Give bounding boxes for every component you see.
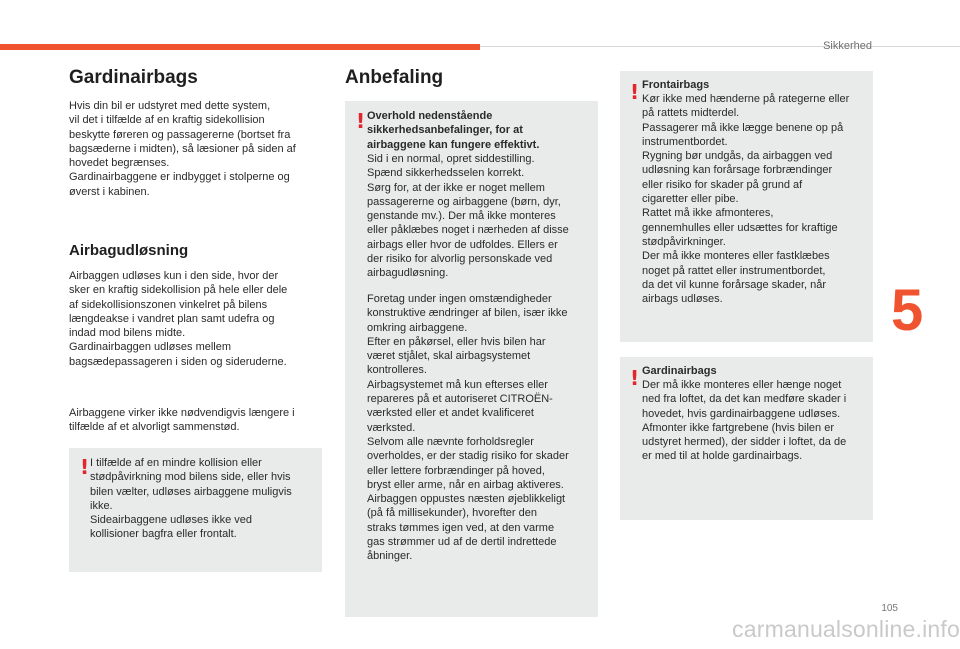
- recommendation-lead: Overhold nedenstående sikkerhedsanbefalinger, for at airbaggene kan fungere effektivt.: [367, 110, 540, 151]
- watermark: carmanualsonline.info: [732, 616, 960, 642]
- effect-paragraph: Airbaggene virker ikke nødvendigvis længere i tilfælde af et alvorligt sammenstød.: [69, 407, 295, 434]
- section-label: Sikkerhed: [823, 40, 872, 52]
- warning-text: I tilfælde af en mindre kollision eller stødpåvirkning mod bilens side, eller hvis bilen vælter, udløses airbaggene muligvis ikke. Sideairbaggene udløses ikke ved kollisioner bagfra eller frontalt.: [90, 457, 292, 541]
- exclamation-icon: !: [630, 366, 640, 390]
- warning-box-recommendations: [345, 101, 598, 617]
- recommendation-para-1: Sid i en normal, opret siddestilling. Spænd sikkerhedsselen korrekt. Sørg for, at der ikke er noget mellem passagererne og airbaggene (børn, dyr, genstande mv.). Der må ikke monteres eller påklæbes noget i nærheden af disse airbags eller hvor de udfoldes. Ellers er der risiko for alvorlig personskade ved airbagudløsning.: [367, 153, 569, 280]
- warning-box-curtain-airbags: [620, 357, 873, 520]
- header-divider: [480, 46, 960, 47]
- curtain-airbags-text: Der må ikke monteres eller hænge noget ned fra loftet, da det kan medføre skader i hovedet, hvis gardinairbaggene udløses. Afmonter ikke fartgrebene (hvis bilen er udstyret hermed), der sidder i loftet, da de er med til at holde gardinairbags.: [642, 379, 847, 463]
- exclamation-icon: !: [356, 109, 366, 133]
- accent-bar: [0, 44, 480, 50]
- front-airbags-text: Kør ikke med hænderne på rategerne eller på rattets midterdel. Passagerer må ikke lægge benene op på instrumentbordet. Rygning bør undgås, da airbaggen ved udløsning kan forårsage forbrændinger eller risiko for skader på grund af cigaretter eller pibe. Rattet må ikke afmonteres, gennemhulles eller udsættes for kraftige stødpåvirkninger. Der må ikke monteres eller fastklæbes noget på rattet eller instrumentbordet, da det vil kunne forårsage skader, når airbags udløses.: [642, 93, 850, 306]
- warning-box-front-airbags: [620, 71, 873, 342]
- curtain-airbags-title: Gardinairbags: [642, 365, 717, 377]
- subsection-title: Airbagudløsning: [69, 242, 189, 259]
- intro-paragraph: Hvis din bil er udstyret med dette system, vil det i tilfælde af en kraftig sidekollision beskytte føreren og passagererne (bortset fra bagsæderne i midten), så læsioner på siden af hovedet begrænses. Gardinairbaggene er indbygget i stolperne og øverst i kabinen.: [69, 100, 296, 198]
- page-number: 105: [881, 603, 898, 614]
- release-paragraph: Airbaggen udløses kun i den side, hvor der sker en kraftig sidekollision på hele eller dele af sidekollisionszonen vinkelret på bilens længdeakse i vandret plan samt udefra og indad mod bilens midte. Gardinairbaggen udløses mellem bagsædepassageren i siden og sideruderne.: [69, 270, 288, 368]
- recommendation-title: Anbefaling: [345, 67, 444, 88]
- chapter-number: 5: [891, 278, 924, 343]
- exclamation-icon: !: [630, 80, 640, 104]
- exclamation-icon: !: [80, 455, 90, 479]
- warning-box-left: [69, 448, 322, 572]
- front-airbags-title: Frontairbags: [642, 79, 710, 91]
- page-title: Gardinairbags: [69, 67, 198, 88]
- recommendation-para-2: Foretag under ingen omstændigheder konstruktive ændringer af bilen, især ikke omkring airbaggene. Efter en påkørsel, eller hvis bilen har været stjålet, skal airbagsystemet kontrolleres. Airbagsystemet må kun efterses eller repareres på et autoriseret CITROËN- værksted eller et andet kvalificeret værksted. Selvom alle nævnte forholdsregler overholdes, er der stadig risiko for skader eller lettere forbrændinger på hoved, bryst eller arme, når en airbag aktiveres. Airbaggen oppustes næsten øjeblikkeligt (på få millisekunder), hvorefter den straks tømmes igen ved, at den varme gas strømmer ud af de dertil indrettede åbninger.: [367, 293, 569, 563]
